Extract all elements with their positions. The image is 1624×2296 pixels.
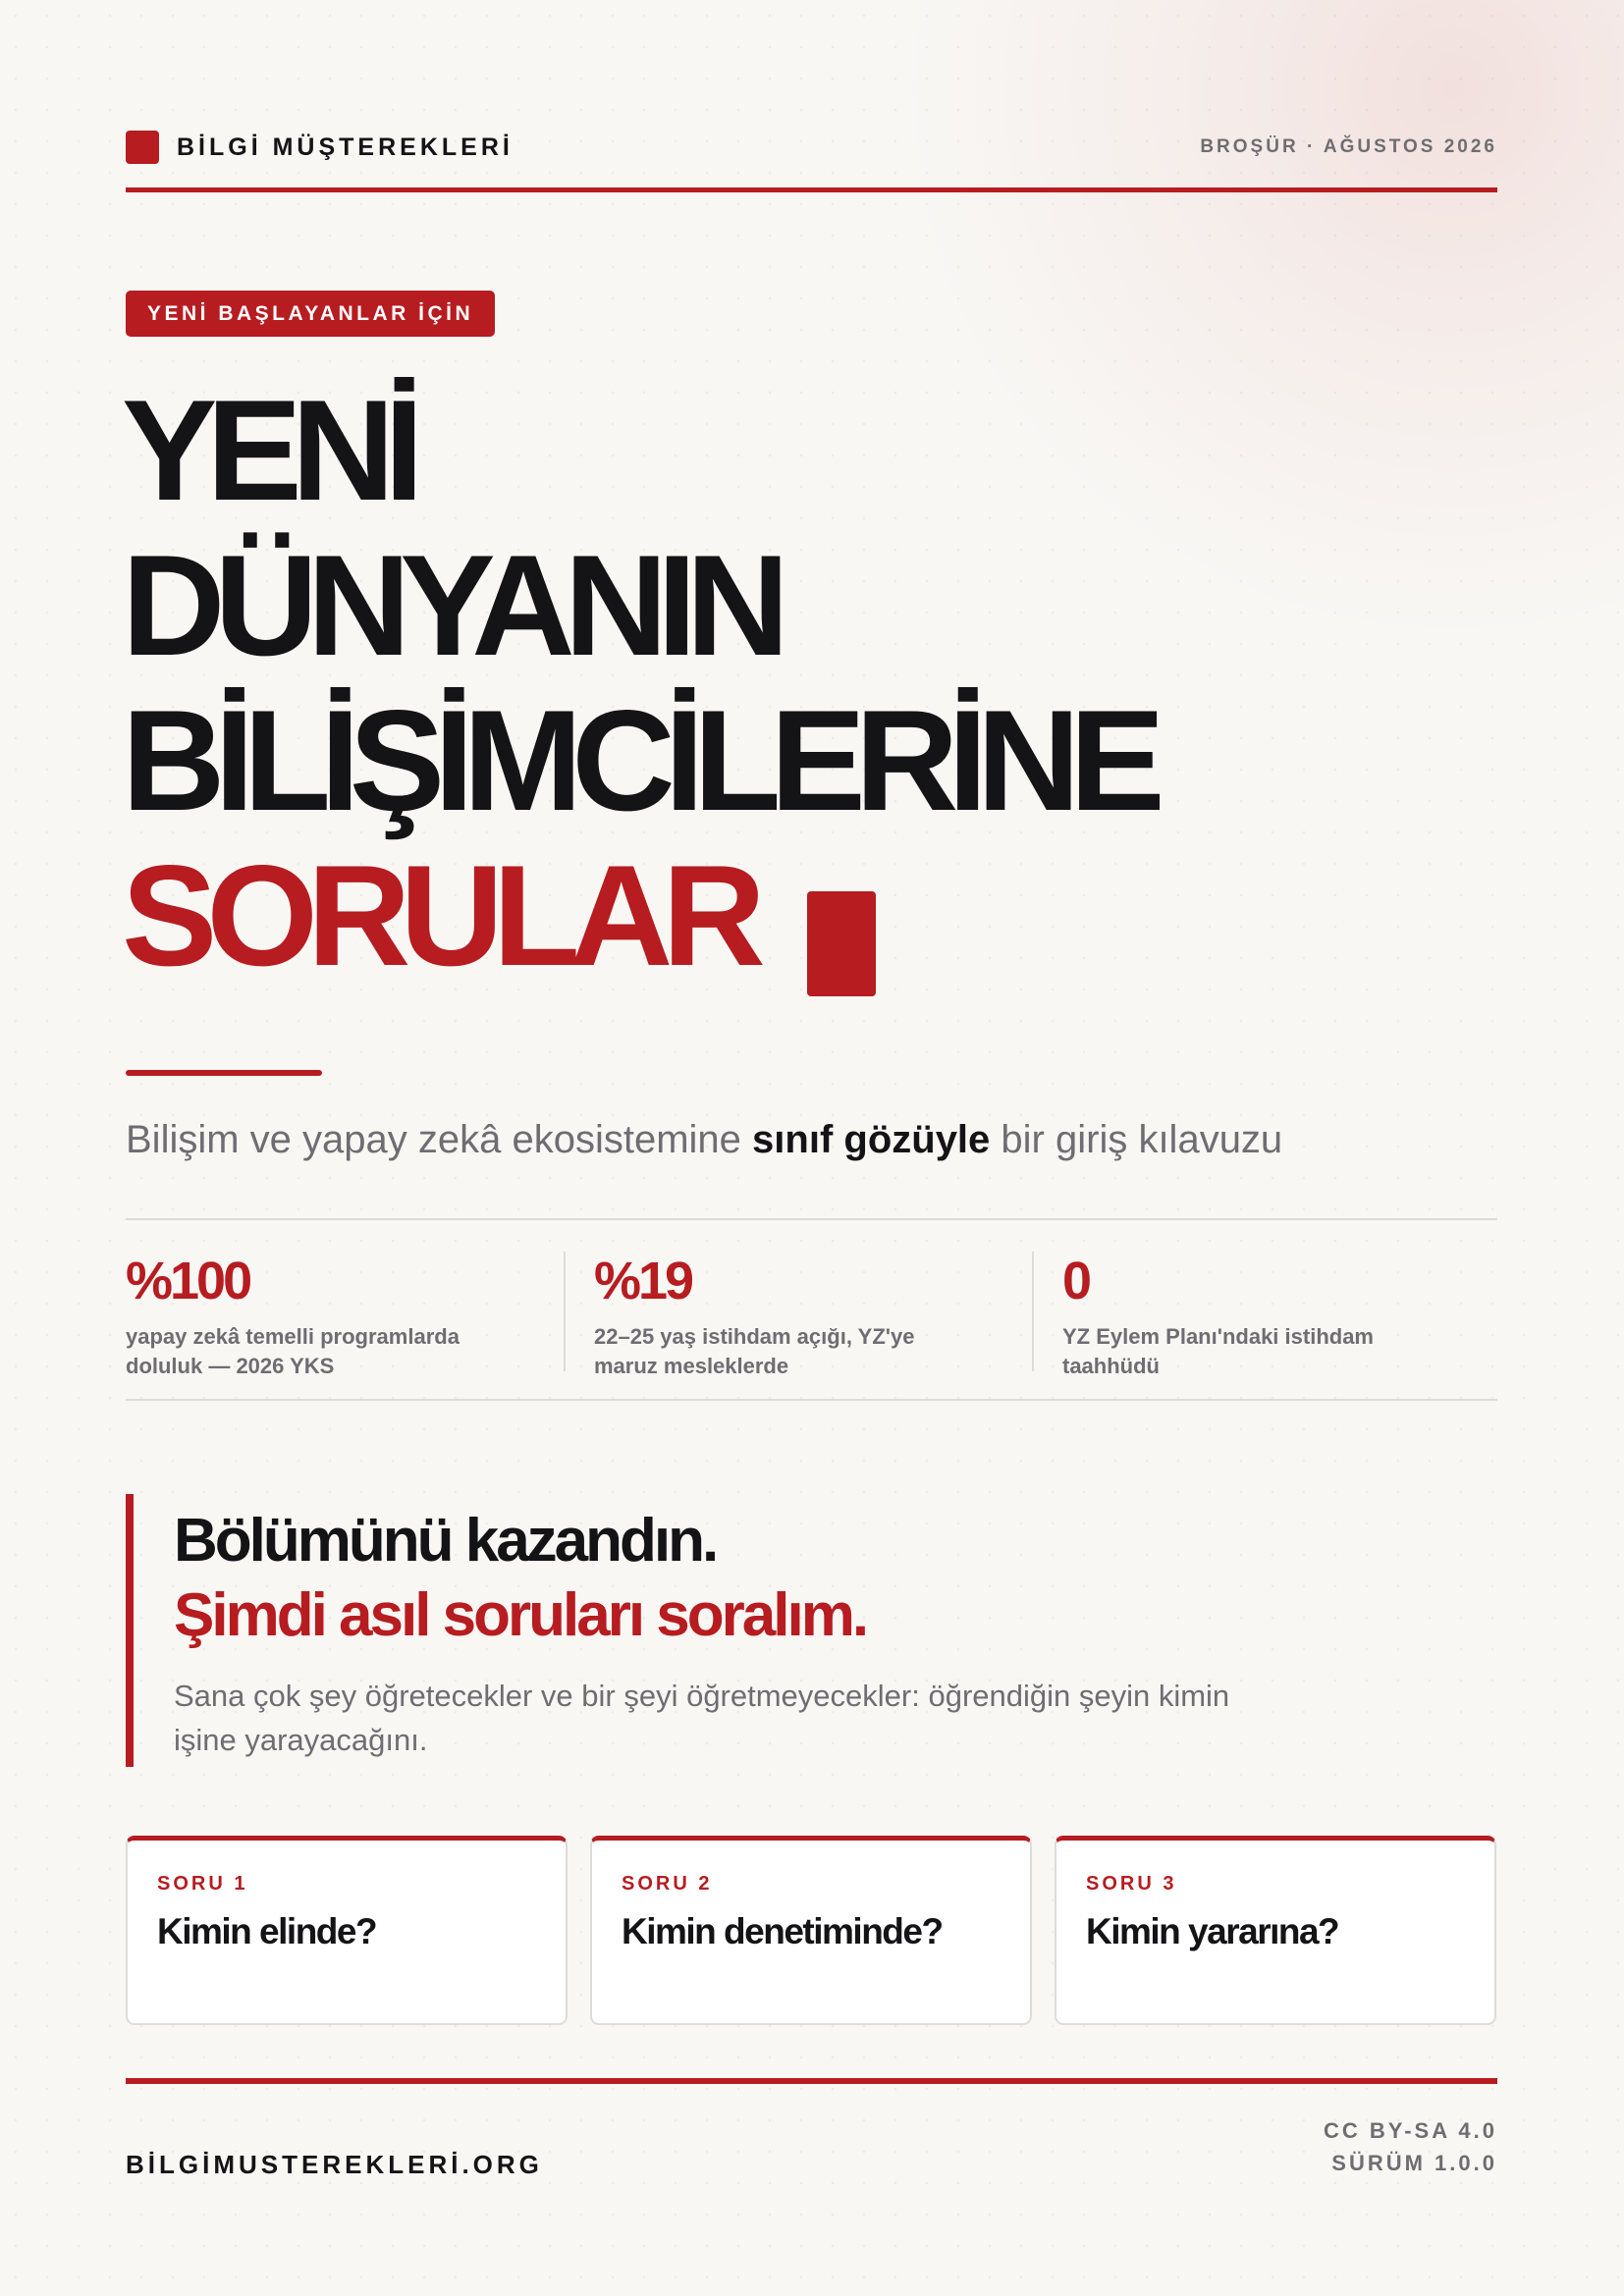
footer-divider [126,2078,1497,2084]
stat-label: yapay zekâ temelli programlarda doluluk — 2026 YKS [126,1324,460,1378]
intro-quote [126,1494,1304,1767]
brand-logo-square [126,131,159,164]
stat-label: 22–25 yaş istihdam açığı, YZ'ye maruz mesleklerde [594,1324,915,1378]
stat-value: %100 [126,1252,250,1310]
question-label: SORU 2 [622,1873,713,1895]
question-label: SORU 1 [157,1873,248,1895]
headline-line-1: YENİ [122,370,413,530]
headline-line-2: DÜNYANIN [122,525,780,685]
question-label: SORU 3 [1086,1873,1177,1895]
header [126,129,1497,168]
cursor-block [807,891,876,996]
version-text: SÜRÜM 1.0.0 [1331,2151,1497,2175]
stat-divider [564,1252,566,1371]
headline-line-3: BİLİŞİMCİLERİNE [122,680,1155,840]
question-title: Kimin denetiminde? [622,1911,943,1951]
headline-line-4: SORULAR [122,835,755,995]
question-card [126,1836,568,2025]
subtitle-emphasis: sınıf gözüyle [752,1118,991,1161]
question-card [1055,1836,1496,2025]
stat-value: %19 [594,1252,692,1310]
quote-body: Sana çok şey öğretecekler ve bir şeyi öğretmeyecekler: öğrendiğin şeyin kimin işine yarayacağını. [174,1679,1230,1757]
stat-divider [1032,1252,1034,1371]
brand-name: BİLGİ MÜŞTEREKLERİ [177,133,514,161]
headline [122,370,1398,995]
question-title: Kimin yararına? [1086,1911,1339,1951]
stat-item [1062,1250,1494,1381]
stat-item [126,1250,558,1381]
quote-subheading: Şimdi asıl soruları soralım. [174,1581,867,1649]
stat-label: YZ Eylem Planı'ndaki istihdam taahhüdü [1062,1324,1374,1378]
quote-accent-bar [126,1494,134,1767]
subtitle-before: Bilişim ve yapay zekâ ekosistemine [126,1118,741,1161]
stat-item [594,1250,1026,1381]
audience-badge: YENİ BAŞLAYANLAR İÇİN [126,291,495,337]
subtitle-after: bir giriş kılavuzu [1001,1118,1283,1161]
footer-meta [1324,2114,1497,2179]
quote-heading: Bölümünü kazandın. [174,1507,717,1575]
website-url: BİLGİMUSTEREKLERİ.ORG [126,2150,543,2179]
accent-divider [126,1070,322,1076]
question-title: Kimin elinde? [157,1911,377,1951]
issue-meta: BROŞÜR · AĞUSTOS 2026 [1200,136,1497,157]
stats-row [126,1218,1497,1401]
brochure-cover [122,0,1497,2296]
subtitle [126,1112,1282,1167]
header-divider [126,187,1497,192]
question-card [590,1836,1032,2025]
stat-value: 0 [1062,1252,1090,1310]
license-text: CC BY-SA 4.0 [1323,2118,1497,2143]
